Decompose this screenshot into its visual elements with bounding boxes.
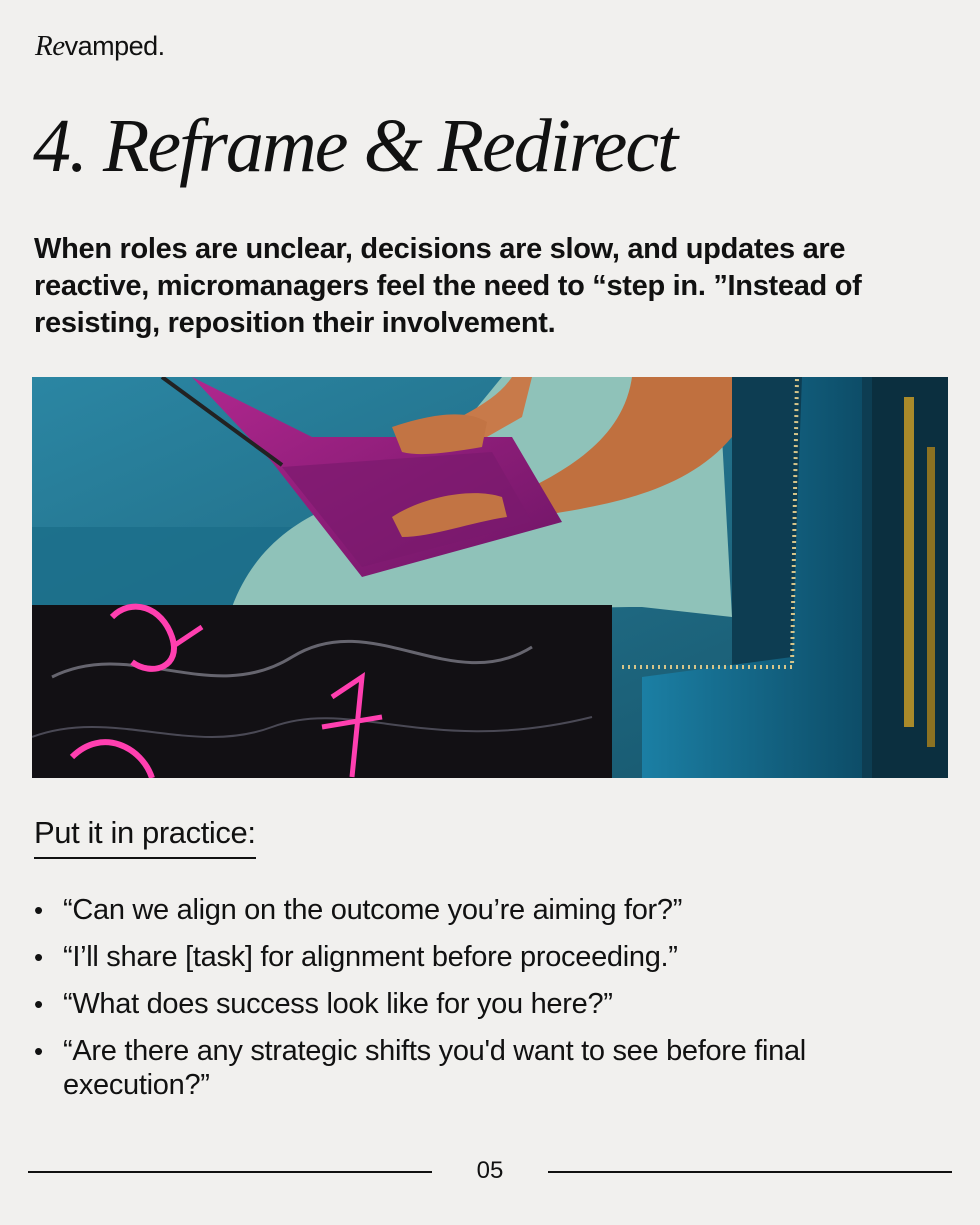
intro-text: When roles are unclear, decisions are slow, and updates are reactive, micromanagers feel the need to “step in. ”Instead of resisting, reposition their involvement. xyxy=(34,233,862,339)
practice-list xyxy=(34,893,934,1115)
practice-heading: Put it in practice: xyxy=(34,815,256,859)
list-item: • “What does success look like for you here?” xyxy=(34,987,934,1021)
marble-table xyxy=(32,605,612,778)
page-number: 05 xyxy=(476,1157,504,1184)
list-item: • “I’ll share [task] for alignment before proceeding.” xyxy=(34,940,934,974)
brand-logo-rest: vamped. xyxy=(64,31,165,61)
page-footer xyxy=(28,1155,952,1189)
section-title: 4. Reframe & Redirect xyxy=(33,104,677,188)
brand-logo-italic: Re xyxy=(35,30,65,62)
list-item: • “Can we align on the outcome you’re aiming for?” xyxy=(34,893,934,927)
photo-illustration xyxy=(32,377,948,778)
list-item: • “Are there any strategic shifts you'd want to see before final execution?” xyxy=(34,1034,863,1102)
footer-divider-right xyxy=(548,1171,952,1173)
brand-logo xyxy=(35,30,165,63)
photo-woman-laptop xyxy=(32,377,948,778)
